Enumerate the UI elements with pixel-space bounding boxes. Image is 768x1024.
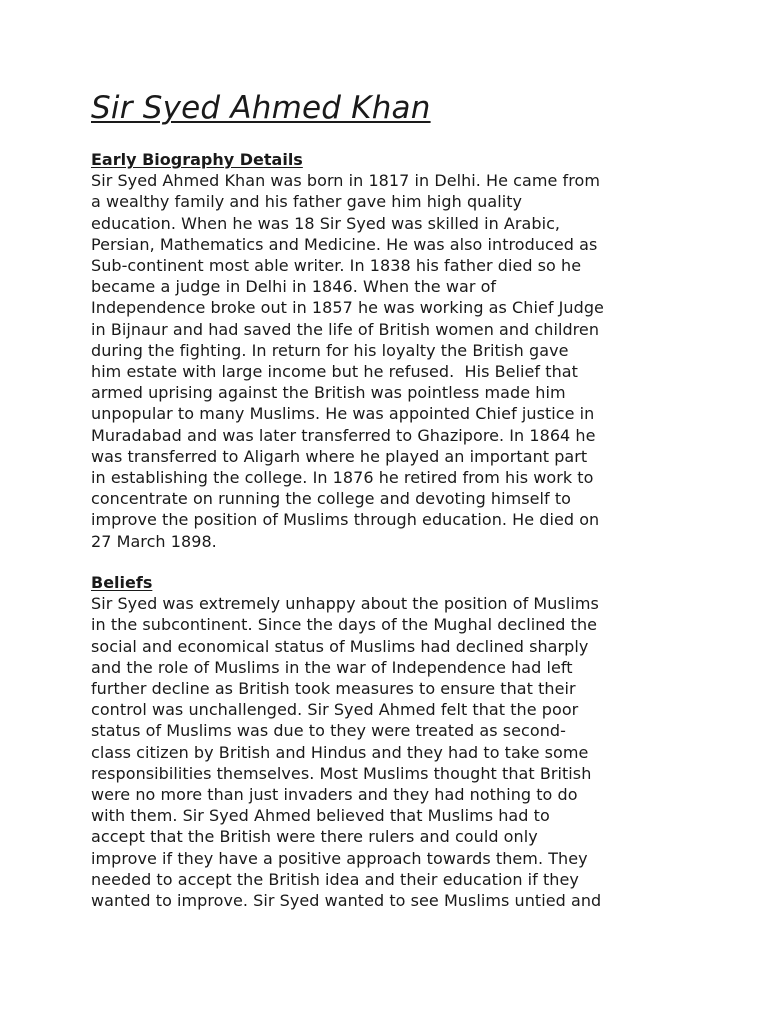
paragraph-line: Sir Syed was extremely unhappy about the position of Muslims [91,594,599,614]
paragraph-line: further decline as British took measures to ensure that their [91,679,576,699]
section-paragraph [91,170,691,552]
paragraph-line: Independence broke out in 1857 he was working as Chief Judge [91,298,604,318]
paragraph-line: improve if they have a positive approach towards them. They [91,848,588,868]
paragraph-line: Sir Syed Ahmed Khan was born in 1817 in Delhi. He came from [91,171,600,191]
paragraph-line: control was unchallenged. Sir Syed Ahmed felt that the poor [91,700,579,720]
paragraph-line: were no more than just invaders and they had nothing to do [91,785,578,805]
paragraph-line: Persian, Mathematics and Medicine. He was also introduced as [91,234,598,254]
paragraph-line: 27 March 1898. [91,531,217,551]
section-heading: Early Biography Details [91,150,303,169]
paragraph-line: in Bijnaur and had saved the life of British women and children [91,319,600,339]
paragraph-line: a wealthy family and his father gave him high quality [91,192,523,212]
section-paragraph [91,593,691,911]
paragraph-line: Muradabad and was later transferred to Ghazipore. In 1864 he [91,425,596,445]
section-early-biography [91,149,691,552]
paragraph-line: and the role of Muslims in the war of Independence had left [91,657,573,677]
paragraph-line: him estate with large income but he refused. His Belief that [91,362,578,382]
paragraph-line: improve the position of Muslims through education. He died on [91,510,600,530]
paragraph-line: became a judge in Delhi in 1846. When the war of [91,277,497,297]
paragraph-line: with them. Sir Syed Ahmed believed that Muslims had to [91,806,550,826]
paragraph-line: needed to accept the British idea and their education if they [91,869,579,889]
document-title: Sir Syed Ahmed Khan [91,90,431,126]
paragraph-line: accept that the British were there rulers and could only [91,827,538,847]
paragraph-line: education. When he was 18 Sir Syed was skilled in Arabic, [91,213,561,233]
paragraph-line: concentrate on running the college and devoting himself to [91,489,571,509]
paragraph-line: social and economical status of Muslims had declined sharply [91,636,589,656]
paragraph-line: unpopular to many Muslims. He was appointed Chief justice in [91,404,595,424]
paragraph-line: Sub-continent most able writer. In 1838 his father died so he [91,256,582,276]
paragraph-line: was transferred to Aligarh where he played an important part [91,446,588,466]
paragraph-line: class citizen by British and Hindus and they had to take some [91,742,589,762]
paragraph-line: status of Muslims was due to they were treated as second- [91,721,566,741]
section-beliefs [91,572,691,911]
paragraph-line: responsibilities themselves. Most Muslims thought that British [91,763,592,783]
paragraph-line: in establishing the college. In 1876 he retired from his work to [91,468,594,488]
paragraph-line: armed uprising against the British was pointless made him [91,383,566,403]
paragraph-line: during the fighting. In return for his loyalty the British gave [91,340,569,360]
paragraph-line: wanted to improve. Sir Syed wanted to see Muslims untied and [91,891,602,911]
section-heading: Beliefs [91,573,153,592]
paragraph-line: in the subcontinent. Since the days of the Mughal declined the [91,615,598,635]
